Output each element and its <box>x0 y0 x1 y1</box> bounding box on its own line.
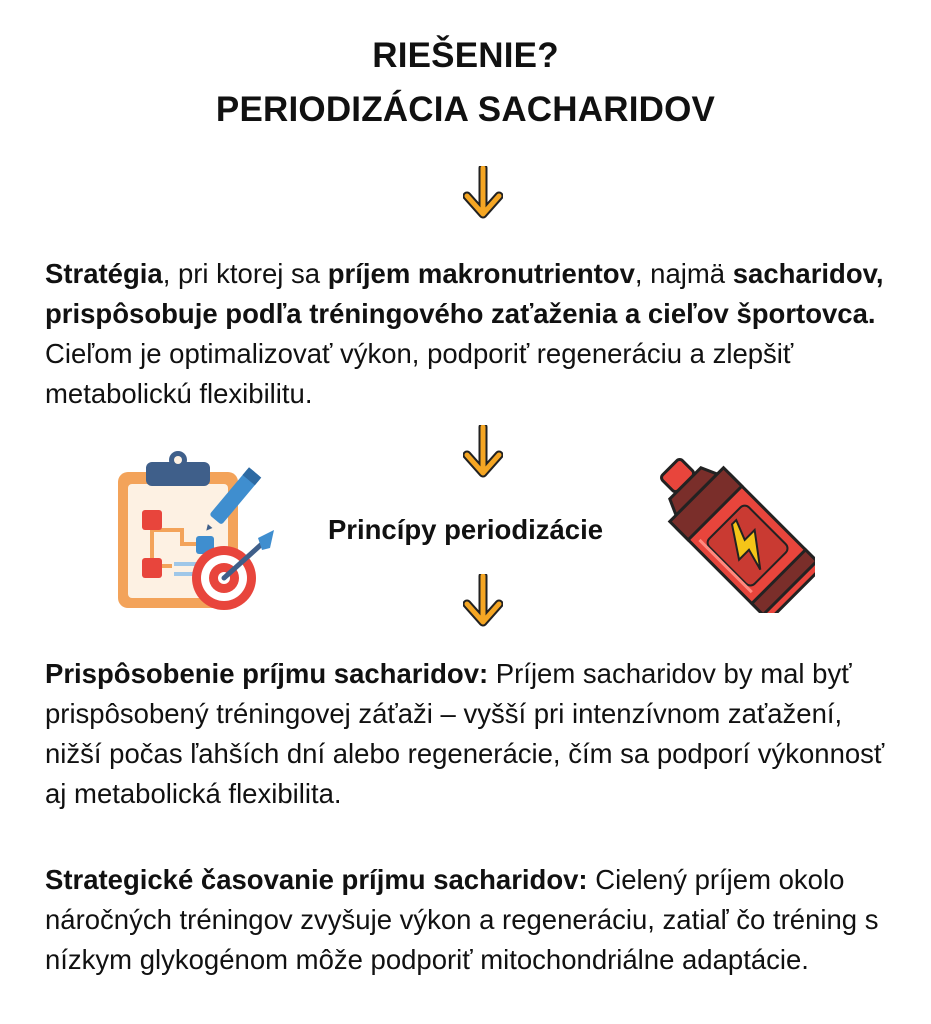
strategy-text-2: , najmä <box>634 258 733 289</box>
page-title-line1: RIEŠENIE? <box>372 36 559 75</box>
down-arrow-icon <box>463 425 503 479</box>
timing-text: Cielený príjem okolo náročných tréningov zvyšuje výkon a regeneráciu, zatiaľ čo tréning s nízkym glykogénom môže podporiť mitochondriálne adaptácie. <box>45 864 879 975</box>
energy-gel-icon <box>650 448 815 613</box>
strategy-paragraph <box>45 254 905 414</box>
strategy-bold-2: príjem makronutrientov <box>327 258 635 289</box>
adaptation-text: Príjem sacharidov by mal byť prispôsobený tréningovej záťaži – vyšší pri intenzívnom zaťažení, nižší počas ľahších dní alebo regenerácie, čím sa podporí výkonnosť aj metabolická flexibilita. <box>45 658 885 809</box>
strategy-bold-1: Stratégia <box>45 258 163 289</box>
principles-label: Princípy periodizácie <box>327 514 604 545</box>
down-arrow-icon <box>463 574 503 628</box>
adaptation-paragraph <box>45 654 905 814</box>
strategy-bold-3: sacharidov, prispôsobuje podľa tréningového zaťaženia a cieľov športovca. <box>45 258 884 329</box>
down-arrow-icon <box>463 166 503 220</box>
timing-heading: Strategické časovanie príjmu sacharidov: <box>45 864 588 895</box>
page-title-line2: PERIODIZÁCIA SACHARIDOV <box>215 90 716 129</box>
strategy-text-1: , pri ktorej sa <box>162 258 328 289</box>
adaptation-heading: Prispôsobenie príjmu sacharidov: <box>45 658 489 689</box>
strategy-text-3: Cieľom je optimalizovať výkon, podporiť regeneráciu a zlepšiť metabolickú flexibilitu. <box>45 338 794 409</box>
timing-paragraph <box>45 860 905 980</box>
